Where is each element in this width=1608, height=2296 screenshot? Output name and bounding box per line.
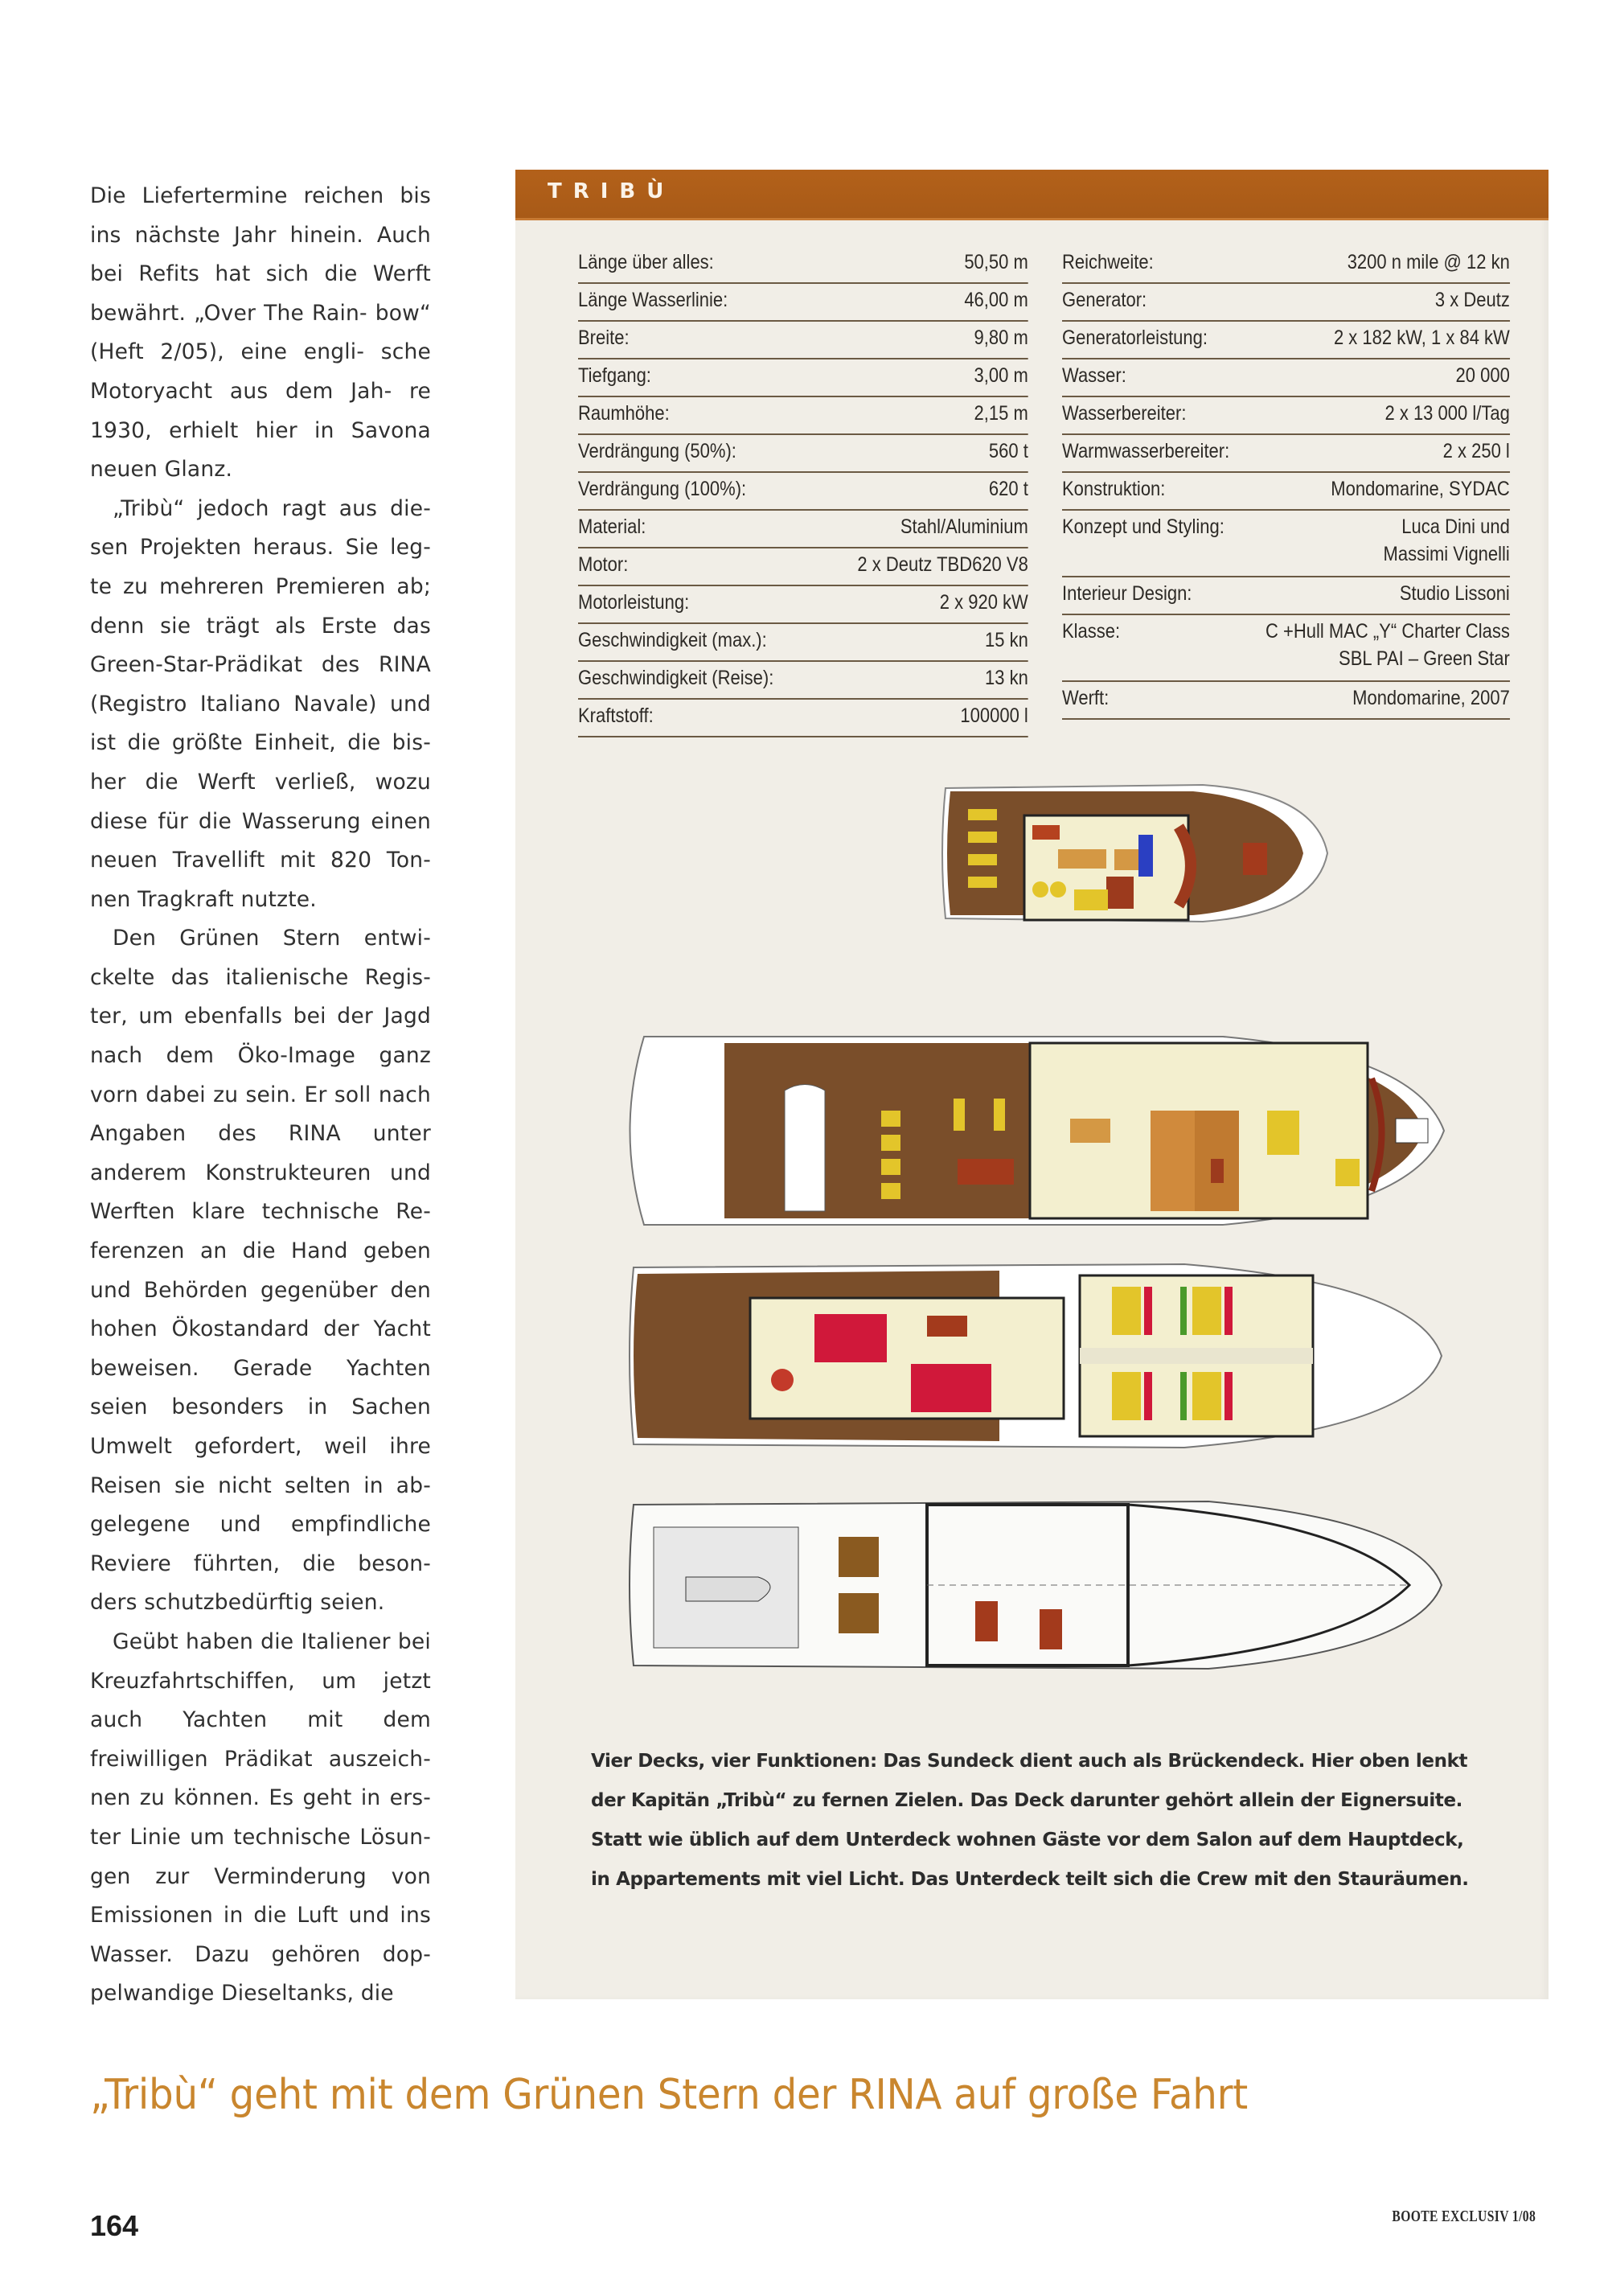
article-line: ders schutzbedürftig seien. [90, 1590, 385, 1616]
article-paragraph [90, 919, 431, 1623]
spec-label: Länge Wasserlinie: [578, 289, 728, 311]
spec-value: 2 x 920 kW [939, 591, 1028, 614]
spec-label: Länge über alles: [578, 251, 714, 273]
article-line: nach dem Öko-Image ganz [90, 1043, 431, 1069]
deck-plan-owner-deck [612, 1030, 1448, 1231]
spec-value: 2 x 250 l [1442, 440, 1510, 462]
spec-panel [515, 170, 1549, 1999]
article-line: seien besonders in Sachen [90, 1394, 431, 1420]
article-paragraph [90, 490, 431, 920]
spec-row [1062, 511, 1510, 577]
spec-value: 3 x Deutz [1434, 289, 1510, 311]
spec-row [578, 511, 1028, 548]
spec-label: Generatorleistung: [1062, 327, 1208, 349]
article-line: ckelte das italienische Regis- [90, 964, 431, 990]
spec-value: 2 x 13 000 l/Tag [1384, 402, 1510, 425]
article-line: ter, um ebenfalls bei der Jagd [90, 1004, 431, 1029]
page-number: 164 [90, 2209, 139, 2242]
article-line: diese für die Wasserung einen [90, 808, 431, 834]
spec-label: Interieur Design: [1062, 582, 1192, 605]
spec-label: Breite: [578, 327, 630, 349]
spec-row [1062, 682, 1510, 720]
spec-row [1062, 322, 1510, 359]
article-headline: „Tribù“ geht mit dem Grünen Stern der RINA auf große Fahrt [90, 2071, 1248, 2119]
article-line: jetzt auch Yachten mit dem [90, 1668, 432, 1733]
spec-row [578, 284, 1028, 322]
article-line: Reviere führten, die beson- [90, 1551, 431, 1576]
spec-row [1062, 284, 1510, 322]
spec-row [578, 662, 1028, 700]
article-line: re 1930, erhielt hier in Savona [90, 378, 431, 443]
caption-line: in Appartements mit viel Licht. Das Unterdeck teilt sich die Crew mit den Stauräumen. [591, 1869, 1469, 1890]
salon-sofa-1 [814, 1314, 887, 1362]
spec-row [578, 624, 1028, 662]
spec-row [578, 700, 1028, 737]
spec-row [1062, 615, 1510, 682]
spec-value: 560 t [988, 440, 1028, 462]
spec-label: Klasse: [1062, 620, 1121, 643]
article-line: neuen Glanz. [90, 457, 233, 483]
spec-value: 3,00 m [974, 364, 1028, 387]
spec-label: Tiefgang: [578, 364, 651, 387]
spec-value: Mondomarine, 2007 [1352, 687, 1510, 709]
spec-value: 46,00 m [964, 289, 1028, 311]
caption-line: Statt wie üblich auf dem Unterdeck wohnen Gäste vor dem Salon auf dem Hauptdeck, [591, 1830, 1464, 1850]
spec-row [578, 473, 1028, 511]
caption-line: der Kapitän „Tribù“ zu fernen Zielen. Das Deck darunter gehört allein der Eignersuite. [591, 1790, 1462, 1811]
spec-value: 3200 n mile @ 12 kn [1347, 251, 1510, 273]
figure-caption [591, 1742, 1516, 1900]
spec-label: Raumhöhe: [578, 402, 670, 425]
spec-value: Stahl/Aluminium [900, 515, 1028, 538]
article-line: „Tribù“ jedoch ragt aus die- [113, 495, 431, 521]
spec-label: Warmwasserbereiter: [1062, 440, 1230, 462]
spec-value: 20 000 [1455, 364, 1510, 387]
spec-value: 2 x 182 kW, 1 x 84 kW [1333, 327, 1510, 349]
spec-label: Geschwindigkeit (Reise): [578, 667, 774, 689]
spec-row [578, 359, 1028, 397]
spec-value: C +Hull MAC „Y“ Charter Class SBL PAI – Green Star [1265, 620, 1510, 670]
spec-row [1062, 359, 1510, 397]
deck-plan-sundeck [937, 777, 1339, 930]
deck-plan-lower-deck [621, 1489, 1450, 1682]
article-line: her die Werft verließ, wozu [90, 769, 431, 795]
spec-row [578, 322, 1028, 359]
caption-line: Vier Decks, vier Funktionen: Das Sundeck dient auch als Brückendeck. Hier oben lenkt [591, 1751, 1468, 1772]
article-line: bei Kreuzfahrtschiffen, um [90, 1629, 431, 1694]
article-line: denn sie trägt als Erste das [90, 613, 431, 639]
article-line: beweisen. Gerade Yachten [90, 1355, 431, 1381]
article-line: nen zu können. Es geht in ers- [90, 1785, 431, 1811]
spec-panel-title: TRIBÙ [548, 179, 675, 203]
spec-label: Motorleistung: [578, 591, 690, 614]
article-line: bei Refits hat sich die Werft [90, 261, 431, 287]
article-line: Reisen sie nicht selten in ab- [90, 1472, 431, 1498]
spec-label: Reichweite: [1062, 251, 1154, 273]
spec-row [578, 435, 1028, 473]
spec-value: 13 kn [984, 667, 1028, 689]
article-line: ins nächste Jahr hinein. Auch [90, 222, 431, 248]
main-salon [750, 1298, 1064, 1419]
article-body [90, 177, 431, 2014]
spec-value: 2,15 m [974, 402, 1028, 425]
spec-value: Studio Lissoni [1399, 582, 1510, 605]
article-line: anderem Konstrukteuren und [90, 1160, 431, 1185]
spec-label: Verdrängung (100%): [578, 478, 747, 500]
article-line: nen Tragkraft nutzte. [90, 886, 317, 912]
spec-row [1062, 246, 1510, 284]
spec-row [1062, 473, 1510, 511]
deck-plan-main-deck [621, 1251, 1450, 1460]
article-line: bewährt. „Over The Rain- [90, 300, 367, 326]
spec-value: Luca Dini und Massimi Vignelli [1383, 515, 1510, 565]
spec-column-left [578, 246, 1028, 737]
article-line: neuen Travellift mit 820 Ton- [90, 848, 431, 873]
spec-row [578, 246, 1028, 284]
spec-value: 2 x Deutz TBD620 V8 [857, 553, 1028, 576]
spec-row [1062, 577, 1510, 615]
article-line: und Behörden gegenüber den [90, 1277, 431, 1303]
spec-row [578, 548, 1028, 586]
article-line: bow“ (Heft 2/05), eine engli- [90, 300, 431, 365]
article-line: gelegene und empfindliche [90, 1512, 431, 1538]
magazine-masthead: BOOTE EXCLUSIV 1/08 [1392, 2208, 1536, 2225]
spec-row [1062, 435, 1510, 473]
spec-column-right [1062, 246, 1510, 720]
article-line: Umwelt gefordert, weil ihre [90, 1434, 431, 1459]
spec-label: Kraftstoff: [578, 704, 654, 727]
spec-row [578, 586, 1028, 624]
spec-value: 9,80 m [974, 327, 1028, 349]
spec-value: Mondomarine, SYDAC [1331, 478, 1510, 500]
spec-label: Verdrängung (50%): [578, 440, 736, 462]
article-line: sche Motoryacht aus dem Jah- [90, 339, 432, 404]
sundeck-table [1243, 843, 1267, 875]
owner-deck-dining-table [958, 1159, 1014, 1185]
spec-label: Geschwindigkeit (max.): [578, 629, 767, 651]
spec-label: Werft: [1062, 687, 1110, 709]
article-line: Die Liefertermine reichen bis [90, 183, 431, 208]
article-line: Werften klare technische Re- [90, 1199, 431, 1225]
article-line: (Registro Italiano Navale) und [90, 691, 431, 717]
spec-value: 50,50 m [964, 251, 1028, 273]
spec-label: Konzept und Styling: [1062, 515, 1224, 538]
tender [785, 1085, 825, 1212]
article-line: te zu mehreren Premieren ab; [90, 573, 431, 599]
article-line: Geübt haben die Italiener [113, 1629, 391, 1654]
spec-value: 100000 l [960, 704, 1028, 727]
article-line: gen zur Verminderung von [90, 1863, 431, 1889]
spec-label: Material: [578, 515, 646, 538]
article-line: ist die größte Einheit, die bis- [90, 730, 431, 756]
article-line: hohen Ökostandard der Yacht [90, 1316, 431, 1342]
article-line: vorn dabei zu sein. Er soll [90, 1082, 371, 1107]
spec-row [578, 397, 1028, 435]
article-line: Green-Star-Prädikat des RINA [90, 652, 431, 678]
spec-value: 620 t [988, 478, 1028, 500]
article-line: nach Angaben des RINA unter [90, 1082, 432, 1147]
spec-label: Motor: [578, 553, 629, 576]
article-line: pelwandige Dieseltanks, die [90, 1981, 394, 2006]
spec-value: 15 kn [984, 629, 1028, 651]
spec-label: Wasserbereiter: [1062, 402, 1187, 425]
article-line: Wasser. Dazu gehören dop- [90, 1941, 431, 1967]
article-line: Den Grünen Stern entwi- [113, 926, 431, 951]
spec-label: Konstruktion: [1062, 478, 1166, 500]
article-paragraph [90, 1623, 431, 2014]
article-paragraph [90, 177, 431, 490]
article-line: ferenzen an die Hand geben [90, 1238, 431, 1264]
article-line: sen Projekten heraus. Sie leg- [90, 535, 431, 561]
salon-sofa-2 [911, 1364, 991, 1412]
spec-row [1062, 397, 1510, 435]
spec-panel-header [515, 170, 1549, 220]
article-line: Emissionen in die Luft und ins [90, 1903, 431, 1928]
article-line: ter Linie um technische Lösun- [90, 1824, 431, 1850]
spec-label: Wasser: [1062, 364, 1126, 387]
spec-label: Generator: [1062, 289, 1147, 311]
lower-deck-tender [686, 1577, 770, 1601]
article-line: freiwilligen Prädikat auszeich- [90, 1746, 431, 1772]
